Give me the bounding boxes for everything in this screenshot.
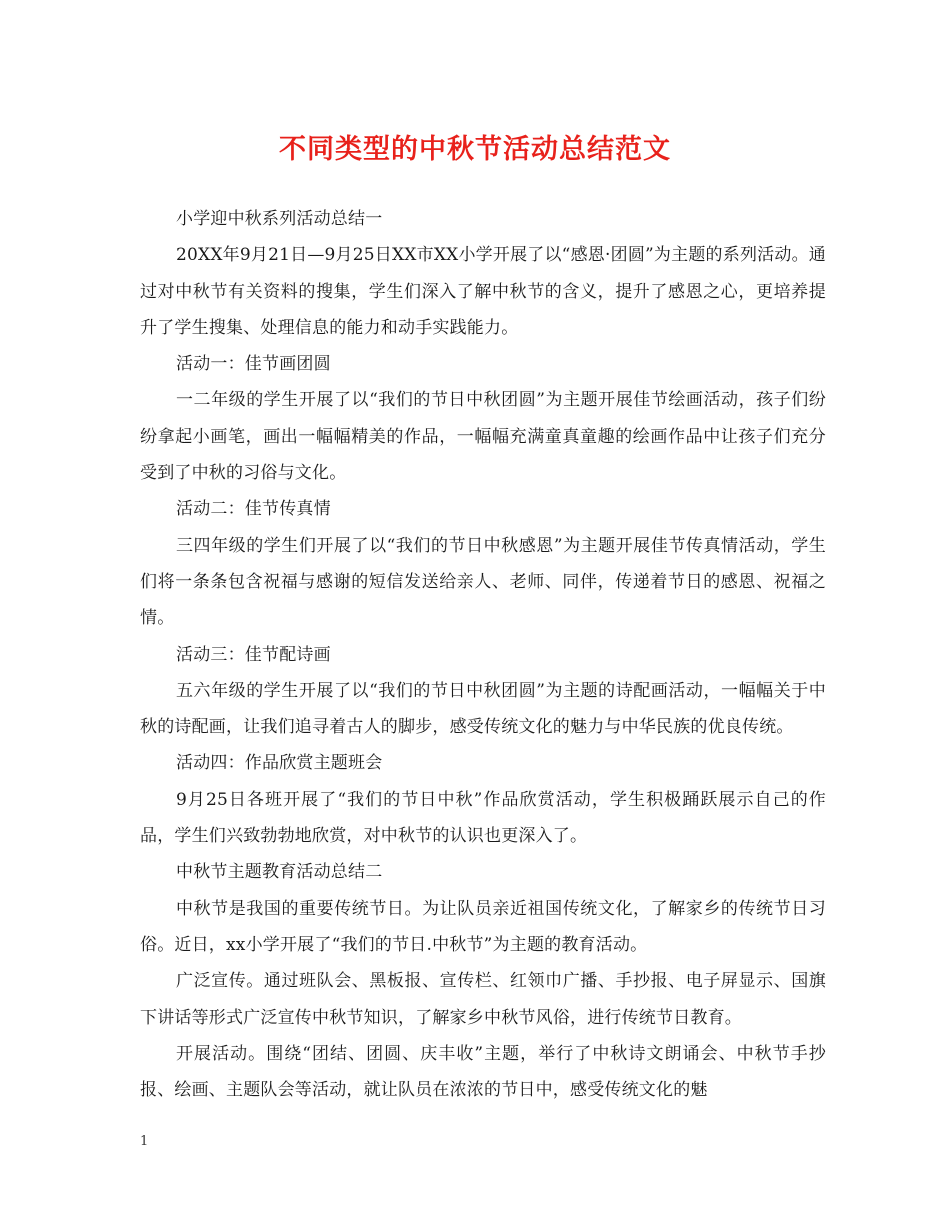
paragraph: 9月25日各班开展了“我们的节日中秋”作品欣赏活动，学生积极踊跃展示自己的作品，学生们兴致勃勃地欣赏，对中秋节的认识也更深入了。 <box>140 789 826 847</box>
paragraph: 三四年级的学生们开展了以“我们的节日中秋感恩”为主题开展佳节传真情活动，学生们将一条条包含祝福与感谢的短信发送给亲人、老师、同伴，传递着节日的感恩、祝福之情。 <box>140 535 826 629</box>
paragraph-heading-activity-two: 活动二：佳节传真情 <box>176 499 331 520</box>
paragraph: 一二年级的学生开展了以“我们的节日中秋团圆”为主题开展佳节绘画活动，孩子们纷纷拿起小画笔，画出一幅幅精美的作品，一幅幅充满童真童趣的绘画作品中让孩子们充分受到了中秋的习俗与文化。 <box>140 390 826 484</box>
document-title: 不同类型的中秋节活动总结范文 <box>279 134 671 165</box>
paragraph: 开展活动。围绕“团结、团圆、庆丰收”主题，举行了中秋诗文朗诵会、中秋节手抄报、绘画、主题队会等活动，就让队员在浓浓的节日中，感受传统文化的魅 <box>140 1043 826 1101</box>
paragraph-heading-summary-two: 中秋节主题教育活动总结二 <box>176 862 383 883</box>
page-number: 1 <box>140 1134 149 1149</box>
document-body <box>140 201 826 1108</box>
paragraph: 五六年级的学生开展了以“我们的节日中秋团圆”为主题的诗配画活动，一幅幅关于中秋的诗配画，让我们追寻着古人的脚步，感受传统文化的魅力与中华民族的优良传统。 <box>140 680 826 738</box>
paragraph: 中秋节是我国的重要传统节日。为让队员亲近祖国传统文化，了解家乡的传统节日习俗。近日，xx小学开展了“我们的节日.中秋节”为主题的教育活动。 <box>140 898 826 955</box>
paragraph-heading-activity-one: 活动一：佳节画团圆 <box>176 354 331 375</box>
paragraph: 广泛宣传。通过班队会、黑板报、宣传栏、红领巾广播、手抄报、电子屏显示、国旗下讲话等形式广泛宣传中秋节知识，了解家乡中秋节风俗，进行传统节日教育。 <box>140 971 826 1028</box>
paragraph-heading-summary-one: 小学迎中秋系列活动总结一 <box>176 209 383 229</box>
paragraph-heading-activity-four: 活动四：作品欣赏主题班会 <box>176 753 383 774</box>
paragraph: 20XX年9月21日—9月25日XX市XX小学开展了以“感恩·团圆”为主题的系列活动。通过对中秋节有关资料的搜集，学生们深入了解中秋节的含义，提升了感恩之心，更培养提升了学生搜集、处理信息的能力和动手实践能力。 <box>140 245 826 338</box>
paragraph-heading-activity-three: 活动三：佳节配诗画 <box>176 644 331 665</box>
